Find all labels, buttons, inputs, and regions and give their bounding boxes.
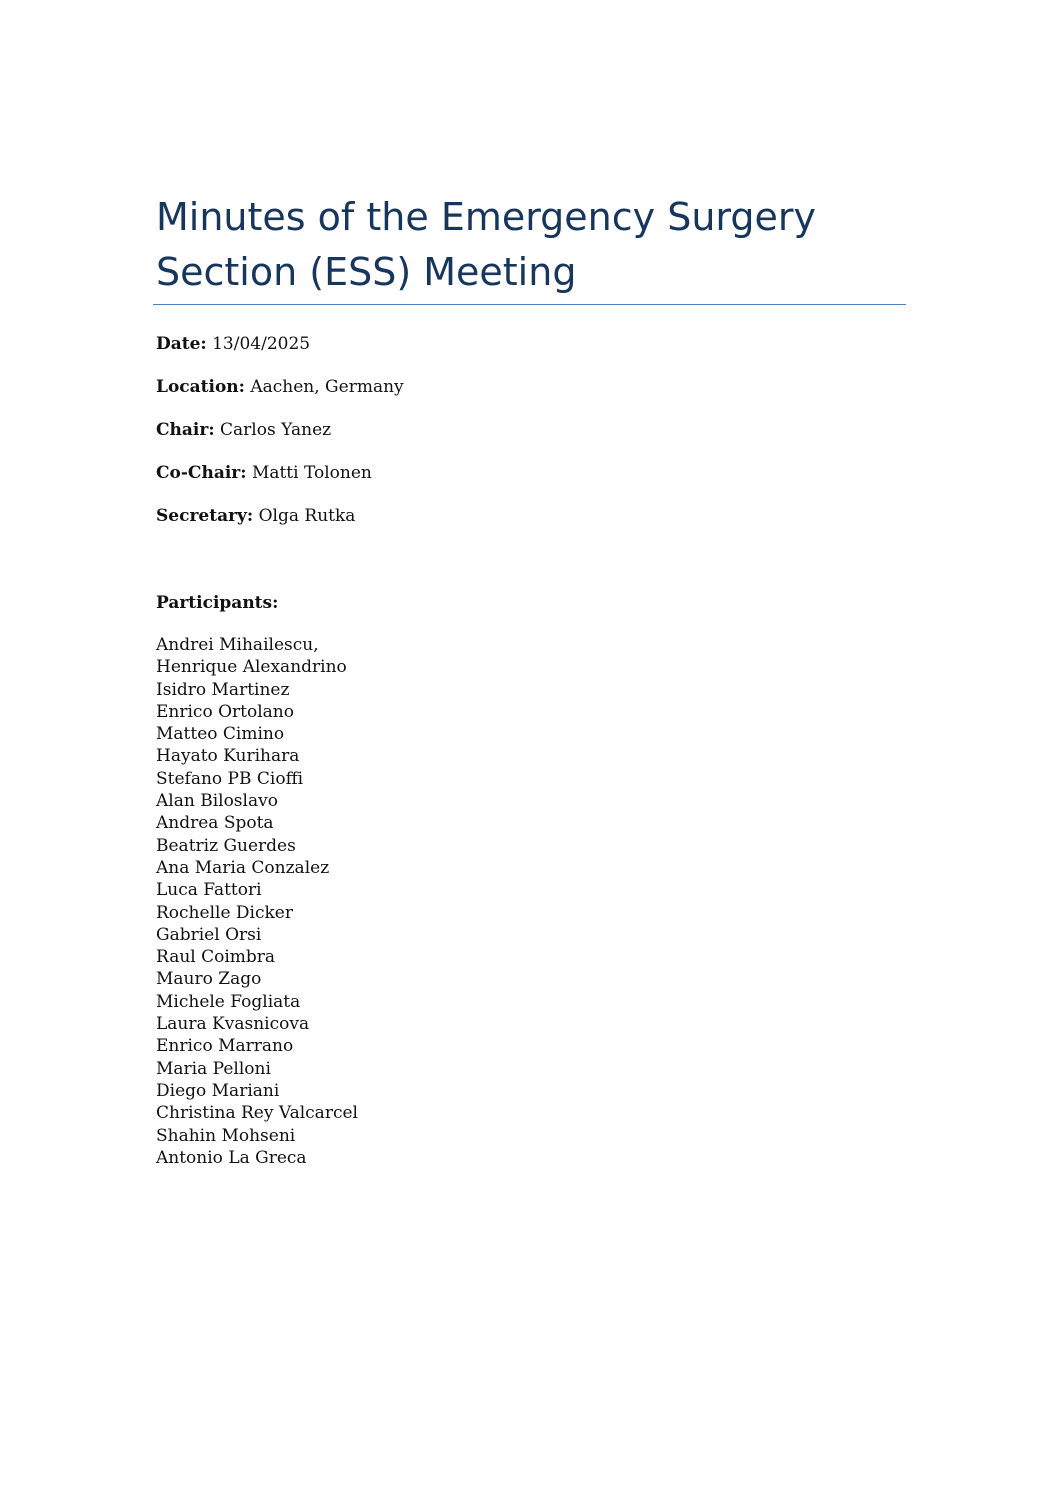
cochair-value: Matti Tolonen bbox=[251, 463, 372, 483]
secretary-label: Secretary: bbox=[156, 506, 254, 526]
title-underline bbox=[153, 304, 906, 305]
participant-name: Shahin Mohseni bbox=[156, 1125, 296, 1146]
date-row bbox=[156, 332, 404, 375]
participant-name: Stefano PB Cioffi bbox=[156, 768, 304, 789]
participant-name: Maria Pelloni bbox=[156, 1058, 271, 1079]
participant-name: Rochelle Dicker bbox=[156, 902, 293, 923]
participant-name: Isidro Martinez bbox=[156, 679, 290, 700]
document-title bbox=[156, 190, 906, 300]
secretary-value: Olga Rutka bbox=[258, 506, 356, 526]
title-line-1: Minutes of the Emergency Surgery bbox=[156, 195, 816, 239]
participant-name: Luca Fattori bbox=[156, 880, 262, 901]
participant-name: Hayato Kurihara bbox=[156, 746, 300, 767]
participant-name: Enrico Marrano bbox=[156, 1036, 294, 1057]
location-row bbox=[156, 375, 404, 418]
participant-name: Raul Coimbra bbox=[156, 947, 276, 968]
participant-name: Enrico Ortolano bbox=[156, 701, 294, 722]
cochair-row bbox=[156, 461, 404, 504]
location-label: Location: bbox=[156, 377, 245, 397]
meeting-details bbox=[156, 332, 404, 547]
cochair-label: Co-Chair: bbox=[156, 463, 247, 483]
chair-label: Chair: bbox=[156, 420, 215, 440]
participant-name: Andrei Mihailescu, bbox=[156, 635, 319, 655]
participant-name: Christina Rey Valcarcel bbox=[156, 1103, 358, 1124]
participant-name: Ana Maria Conzalez bbox=[156, 857, 330, 878]
participant-name: Antonio La Greca bbox=[156, 1147, 307, 1168]
participant-name: Matteo Cimino bbox=[156, 724, 285, 745]
participant-name: Michele Fogliata bbox=[156, 991, 301, 1012]
participants-list bbox=[156, 634, 358, 1169]
location-value: Aachen, Germany bbox=[250, 377, 404, 397]
participant-name: Alan Biloslavo bbox=[156, 791, 278, 812]
chair-value: Carlos Yanez bbox=[220, 420, 332, 440]
date-value: 13/04/2025 bbox=[212, 334, 311, 354]
secretary-row bbox=[156, 504, 404, 547]
date-label: Date: bbox=[156, 334, 207, 354]
participants-heading: Participants: bbox=[156, 593, 279, 613]
participant-name: Andrea Spota bbox=[156, 813, 274, 834]
participant-name: Mauro Zago bbox=[156, 969, 262, 990]
title-line-2: Section (ESS) Meeting bbox=[156, 250, 577, 294]
participant-name: Henrique Alexandrino bbox=[156, 657, 347, 678]
participant-name: Diego Mariani bbox=[156, 1080, 280, 1101]
chair-row bbox=[156, 418, 404, 461]
participant-name: Laura Kvasnicova bbox=[156, 1014, 310, 1035]
participant-name: Beatriz Guerdes bbox=[156, 835, 296, 856]
participant-name: Gabriel Orsi bbox=[156, 924, 262, 945]
